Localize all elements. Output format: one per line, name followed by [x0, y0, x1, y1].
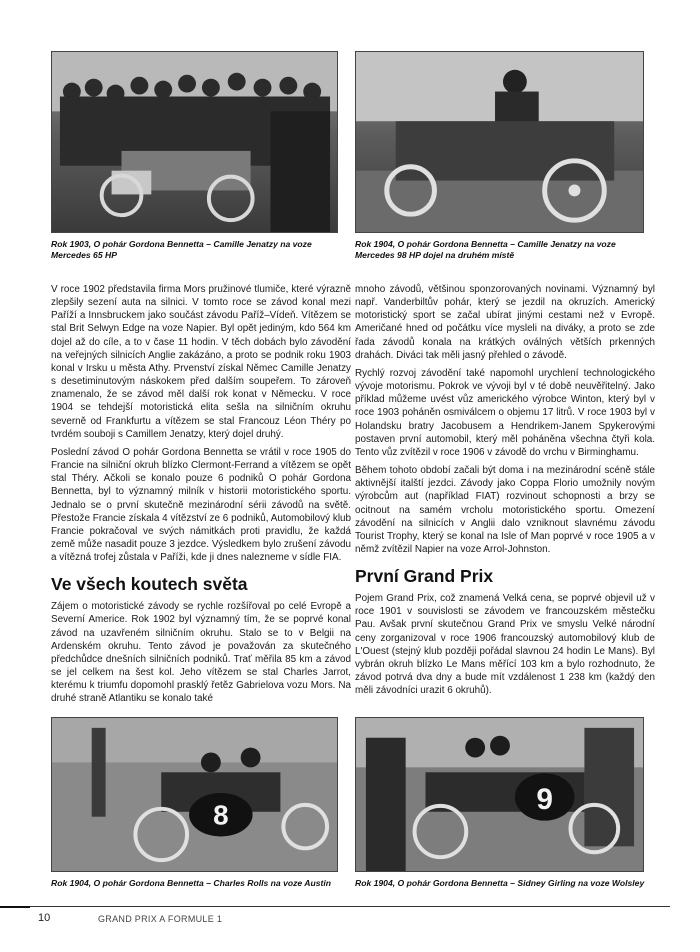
paragraph: V roce 1902 představila firma Mors pružinové tlumiče, které výrazně zlepšily sezení auta na silnici. V tomto roce se závod konal mezi Paříží a Innsbruckem jako součást závodu Paříž–Vídeň. Vítězem se stal Brit Selwyn Edge na voze Napier. Byl opět jediným, kdo 564 km dojel až do cíle, a to v čase 11 hodin. V těch dobách bylo závodění na veřejných silnicích Anglie zakázáno, a proto se podnik roku 1903 konal v Irsku u města Athy. Prvenství získal Němec Camille Jenatzy s desetiminutovým náskokem před dalším soupeřem. To zároveň znamenalo, že se závod měl další rok konat v Německu. V roce 1904 se tehdejší motoristická elita sešla na silničním okruhu severně od Frankfurtu a vítězem se stal Francouz Léon Théry po tvrdém souboji s Camillem Jenatzy, který dojel druhý. [51, 284, 351, 440]
paragraph: Zájem o motoristické závody se rychle rozšířoval po celé Evropě a Severní Americe. Rok 1902 byl významný tím, že se poprvé konal závod na uzavřeném silničním okruhu. Stalo se to v Belgii na Ardenském okruhu. Tento závod je považován za skutečného předchůdce dnešních silničních podniků. Trať měřila 85 km a závod se jel celkem na šest kol. Jeho vítězem se stal Charles Jarrot, kterému k triumfu dopomohl prasklý řetěz Gabrielova vozu Mors. Na druhé straně Atlantiku se konalo také [51, 601, 351, 705]
caption-top-left: Rok 1903, O pohár Gordona Bennetta – Camille Jenatzy na voze Mercedes 65 HP [51, 239, 312, 260]
section-heading: První Grand Prix [355, 566, 494, 587]
paragraph: mnoho závodů, většinou sponzorovaných novinami. Významný byl např. Vanderbiltův pohár, který se jezdil na okruzích. Americký motoristický sport se začal ubírat jinými cestami než v Evropě. Američané hned od počátku více mysleli na diváky, a proto se zde řada závodů konala na krátkých oválných větších prkenných drahách. Diváci tak měli jasný přehled o závodě. [355, 284, 655, 361]
footer-rule [30, 906, 670, 907]
car-number-label: 9 [536, 782, 553, 816]
paragraph: Pojem Grand Prix, což znamená Velká cena, se poprvé objevil už v roce 1901 v souvislosti se závodem ve francouzském městečku Pau. Avšak první skutečnou Grand Prix ve smyslu Velké národní ceny zorganizoval v roce 1906 francouzský automobilový klub de L'Ouest (stejný klub později pořádal slavnou 24 hodin Le Mans). Byl vybrán okruh blízko Le Mans měřící 103 km a bylo rozhodnuto, že závod potrvá dva dny a bude mít vzdálenost 1 238 km (každý den měli závodníci urazit 6 okruhů). [355, 593, 655, 697]
paragraph: Během tohoto období začali být doma i na mezinárodní scéně stále aktivnější italští jezdci. Závody jako Coppa Florio umožnily novým výrobcům aut (například FIAT) rozvinout schopnosti a brzy se ocitnout na samém vrcholu motoristického sportu. Omezení závodění na silnicích v Anglii dalo vzniknout slavnému závodu Tourist Trophy, který se konal na Isle of Man poprvé v roce 1905 a v němž zvítězil Napier na voze Arrol-Johnston. [355, 465, 655, 555]
photo-rolls-austin [51, 717, 338, 872]
car-number-label: 8 [213, 799, 229, 831]
section-heading: Ve všech koutech světa [51, 574, 248, 595]
right-column [355, 283, 655, 702]
paragraph: Poslední závod O pohár Gordona Bennetta se vrátil v roce 1905 do Francie na silniční okruh blízko Clermont-Ferrand a vítězem se opět stal Théry. Ačkoli se konalo pouze 6 podniků O pohár Gordona Bennetta, byl to významný milník v historii motoristického sportu. Jednalo se o první skutečně mezinárodní sérii závodů na světě. Přestože Francie získala 4 vítězství ze 6 podniků, Automobilový klub Francie pokračoval ve svých námitkách proti pravidlu, že každá země může nasadit pouze 3 jezdce. Výsledkem bylo zrušení závodu a vítězná trofej zůstala v Paříži, kde ji dnes nalezneme v sídle FIA. [51, 446, 351, 564]
photo-girling-wolsley [355, 717, 644, 872]
caption-bottom-right: Rok 1904, O pohár Gordona Bennetta – Sidney Girling na voze Wolsley [355, 878, 645, 888]
caption-bottom-left: Rok 1904, O pohár Gordona Bennetta – Charles Rolls na voze Austin [51, 878, 331, 888]
photo-jenatzy-1903 [51, 51, 338, 233]
photo-jenatzy-1904 [355, 51, 644, 233]
running-title: GRAND PRIX A FORMULE 1 [98, 914, 223, 924]
paragraph: Rychlý rozvoj závodění také napomohl urychlení technologického vývoje motorismu. Pokrok ve vývoji byl v té době neuvěřitelný. Jako příklad můžeme uvést vůz amerického výrobce Winton, který byl v roce 1903 poháněn osmiválcem o objemu 17 litrů. V roce 1903 byl v Holandsku bratry Jacobusem a Hendrikem-Janem Spykerovými postaven první automobil, který měl poháněna všechna čtyři kola. Tento vůz zvítězil v roce 1906 v závodě do vrchu v Birminghamu. [355, 367, 655, 458]
caption-top-right: Rok 1904, O pohár Gordona Bennetta – Camille Jenatzy na voze Mercedes 98 HP dojel na druhém místě [355, 239, 616, 260]
page-number: 10 [38, 912, 51, 924]
left-column [51, 283, 351, 711]
footer-tab [0, 906, 30, 908]
